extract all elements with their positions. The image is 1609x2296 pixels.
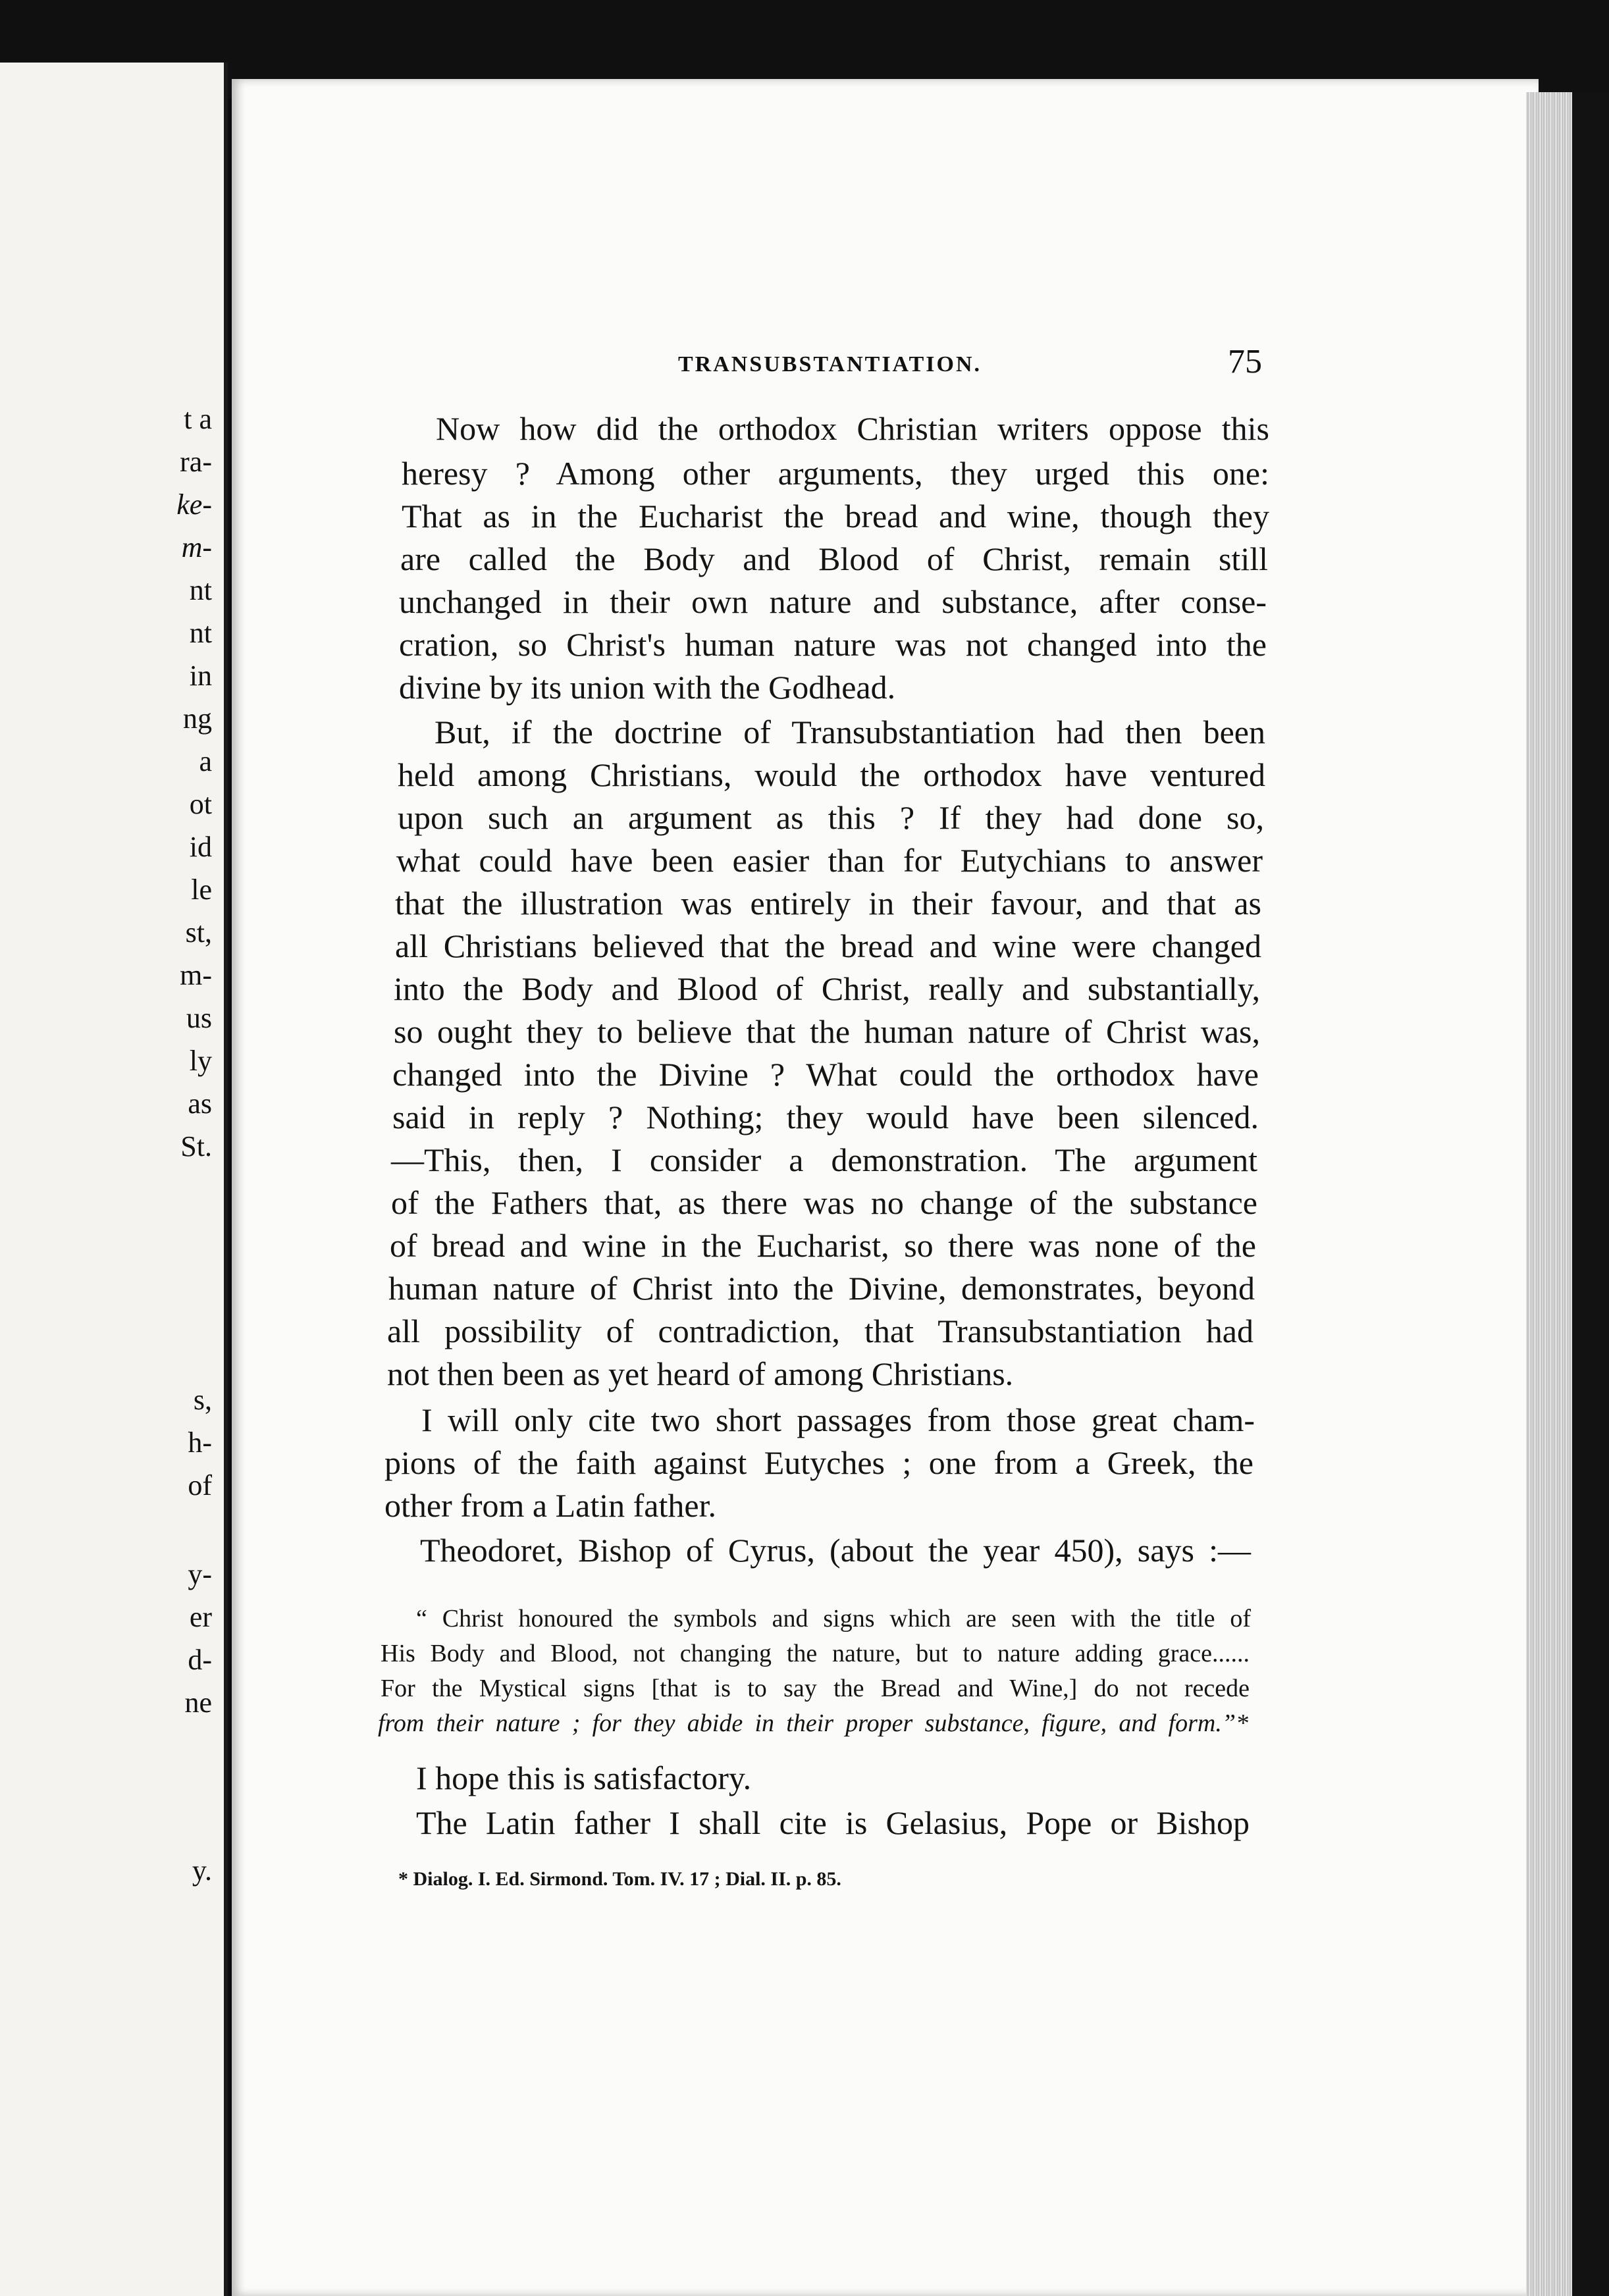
text-line: that the illustration was entirely in their favour, and that as <box>395 885 1261 922</box>
running-header: TRANSUBSTANTIATION. <box>678 352 982 377</box>
left-fragment: s, <box>193 1384 212 1416</box>
left-fragment: a <box>199 745 212 777</box>
left-fragment: ra- <box>180 446 212 478</box>
page-edges <box>1526 92 1572 2296</box>
text-line: not then been as yet heard of among Christians. <box>387 1355 1014 1392</box>
left-fragment: h- <box>188 1426 212 1459</box>
left-fragment: in <box>189 660 212 692</box>
left-fragment: id <box>189 831 212 863</box>
text-line: cration, so Christ's human nature was not changed into the <box>399 626 1267 663</box>
text-line: all Christians believed that the bread and wine were changed <box>395 927 1261 964</box>
text-line: what could have been easier than for Eutychians to answer <box>396 842 1263 879</box>
left-fragment: of <box>188 1469 212 1501</box>
left-fragment: as <box>188 1087 212 1120</box>
text-line: all possibility of contradiction, that Transubstantiation had <box>387 1313 1253 1349</box>
text-line: other from a Latin father. <box>384 1487 716 1524</box>
text-line: changed into the Divine ? What could the orthodox have <box>392 1056 1259 1093</box>
text-line: held among Christians, would the orthodox have ventured <box>398 756 1265 793</box>
page-number: 75 <box>1228 343 1262 380</box>
quote-line: “ Christ honoured the symbols and signs which are seen with the title of <box>416 1605 1251 1632</box>
left-fragment: us <box>186 1002 212 1034</box>
text-line: human nature of Christ into the Divine, demonstrates, beyond <box>388 1270 1255 1307</box>
left-fragment: ke- <box>176 488 212 521</box>
footnote: * Dialog. I. Ed. Sirmond. Tom. IV. 17 ; Dial. II. p. 85. <box>398 1868 841 1890</box>
text-line: But, if the doctrine of Transubstantiation had then been <box>435 714 1265 750</box>
quote-line: from their nature ; for they abide in their proper substance, figure, and form.”* <box>378 1709 1248 1737</box>
left-fragment: d- <box>188 1644 212 1676</box>
left-fragment: m- <box>181 531 212 563</box>
left-fragment: er <box>189 1601 212 1633</box>
left-fragment: st, <box>185 916 212 949</box>
text-line: so ought they to believe that the human nature of Christ was, <box>394 1013 1260 1050</box>
left-fragment: St. <box>180 1130 212 1162</box>
text-line: divine by its union with the Godhead. <box>399 669 896 706</box>
text-line: I hope this is satisfactory. <box>416 1760 752 1796</box>
text-line: upon such an argument as this ? If they had done so, <box>398 799 1264 836</box>
left-fragment: ng <box>183 702 212 735</box>
quote-line: For the Mystical signs [that is to say the Bread and Wine,] do not recede <box>381 1675 1250 1702</box>
text-line: of bread and wine in the Eucharist, so there was none of the <box>390 1227 1256 1264</box>
left-fragment: ne <box>184 1686 212 1719</box>
text-line: are called the Body and Blood of Christ, remain still <box>400 540 1268 577</box>
left-fragment: t a <box>184 403 212 435</box>
text-line: —This, then, I consider a demonstration. The argument <box>391 1141 1257 1178</box>
text-line: of the Fathers that, as there was no change of the substance <box>391 1184 1257 1221</box>
left-fragment: ot <box>189 788 212 820</box>
text-line: I will only cite two short passages from those great cham- <box>421 1401 1255 1438</box>
text-line: into the Body and Blood of Christ, really and substantially, <box>394 970 1260 1007</box>
left-fragment: y- <box>188 1558 212 1590</box>
quote-line: His Body and Blood, not changing the nature, but to nature adding grace...... <box>381 1640 1250 1667</box>
text-line: unchanged in their own nature and substance, after conse- <box>399 583 1267 620</box>
text-line: Theodoret, Bishop of Cyrus, (about the year 450), says :— <box>420 1532 1251 1569</box>
scan-edge <box>1572 92 1609 2296</box>
left-fragment: nt <box>189 617 212 649</box>
left-fragment: ly <box>189 1045 212 1077</box>
text-line: said in reply ? Nothing; they would have been silenced. <box>392 1099 1259 1135</box>
left-facing-page <box>0 63 228 2296</box>
text-line: That as in the Eucharist the bread and wine, though they <box>402 498 1269 535</box>
left-fragment: le <box>191 874 212 906</box>
left-fragment: m- <box>180 959 212 991</box>
text-line: heresy ? Among other arguments, they urged this one: <box>402 455 1269 492</box>
text-line: Now how did the orthodox Christian writers oppose this <box>436 410 1269 447</box>
left-fragment: nt <box>189 574 212 606</box>
left-fragment: y. <box>192 1854 212 1887</box>
text-line: pions of the faith against Eutyches ; one from a Greek, the <box>384 1444 1253 1481</box>
text-line: The Latin father I shall cite is Gelasius, Pope or Bishop <box>416 1804 1250 1841</box>
